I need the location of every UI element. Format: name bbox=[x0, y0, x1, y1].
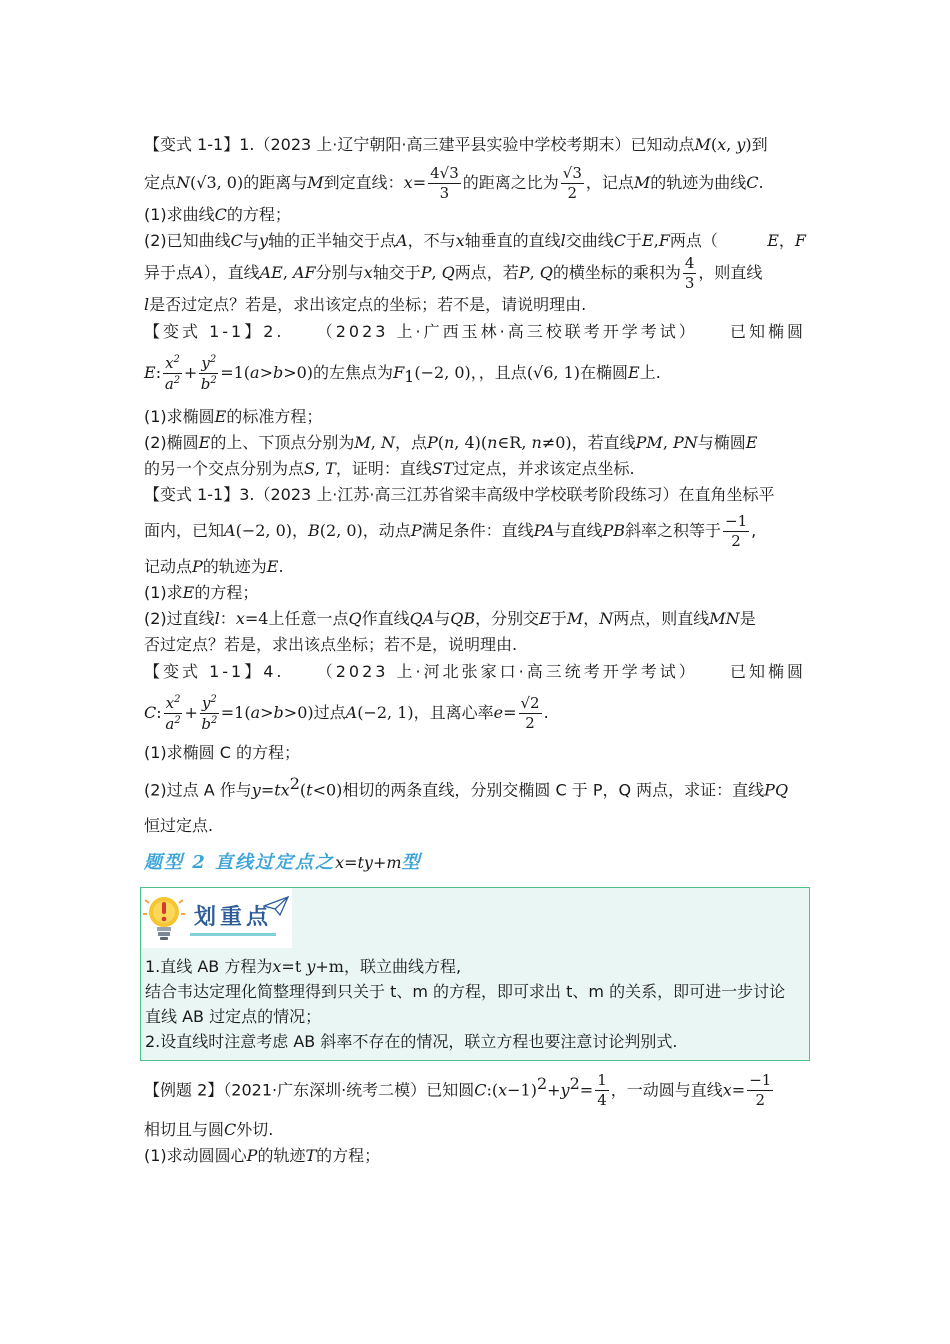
q3-line1: 【变式 1-1】3.（2023 上·江苏·高三江苏省梁丰高级中学校联考阶段练习）在直角坐标平 bbox=[144, 485, 775, 505]
keypoint-line4: 2.设直线时注意考虑 AB 斜率不存在的情况，联立方程也要注意讨论判别式. bbox=[145, 1031, 678, 1051]
q3-part2: (2)过直线l：x=4上任意一点Q作直线QA与QB，分别交E于M，N两点，则直线MN是 bbox=[144, 609, 756, 629]
q3-source: （2023 上·江苏·高三江苏省梁丰高级中学校联考阶段练习） bbox=[254, 485, 679, 505]
q2-source: （2023 上·广西玉林·高三校联考开学考试） bbox=[316, 322, 698, 341]
keypoint-line2: 结合韦达定理化简整理得到只关于 t、m 的方程，即可求出 t、m 的关系，即可进一步讨论 bbox=[145, 981, 786, 1001]
q2-line1: 【变式 1-1】2. （2023 上·广西玉林·高三校联考开学考试） 已知椭圆 bbox=[144, 318, 806, 346]
q1-source: （2023 上·辽宁朝阳·高三建平县实验中学校考期末） bbox=[254, 135, 631, 154]
q4-part2: (2)过点 A 作与$y=tx^2(t<0)$相切的两条直线，分别交椭圆 C 于 P，Q 两点，求证：直线PQ bbox=[144, 774, 789, 800]
q1-tag: 【变式 1-1】1. bbox=[144, 135, 255, 154]
q2-part2-cont: 的另一个交点分别为点S, T，证明：直线ST过定点，并求该定点坐标. bbox=[144, 459, 635, 479]
q4-source: （2023 上·河北张家口·高三统考开学考试） bbox=[316, 662, 698, 682]
q1-part2-cont: 异于点A），直线AE, AF分别与x轴交于P, Q两点，若P, Q的横坐标的乘积为 $\frac{4}{3}$ ，则直线 bbox=[144, 254, 763, 292]
ex2-source: （2021·广东深圳·统考二模） bbox=[223, 1079, 427, 1099]
ex2-line2: 相切且与圆C外切. bbox=[144, 1119, 274, 1139]
q3-tag: 【变式 1-1】3. bbox=[144, 485, 255, 505]
q2-part2: (2)椭圆E的上、下顶点分别为M, N，点P(n, 4)(n∈R, n≠0)，若直线PM, PN与椭圆E bbox=[144, 433, 758, 453]
q3-line2: 面内，已知A(−2, 0)，B(2, 0)，动点P满足条件：直线PA与直线PB斜率之积等于 $\frac{-1}{2}$ , bbox=[144, 512, 757, 551]
keypoint-line3: 直线 AB 过定点的情况； bbox=[145, 1006, 322, 1026]
paper-plane-icon bbox=[263, 896, 289, 920]
section-title: 题型 2 直线过定点之x=ty+m型 bbox=[144, 851, 422, 873]
q4-tag: 【变式 1-1】4. bbox=[144, 662, 285, 682]
lightbulb-icon bbox=[142, 892, 186, 944]
q1-part2-end: l是否过定点？若是，求出该定点的坐标；若不是，请说明理由. bbox=[144, 295, 587, 314]
content-column bbox=[144, 126, 806, 1169]
q2-line2: E: $\frac{x^2}{a^2}$ + $\frac{y^2}{b^2}$ =1(a>b>0)的左焦点为$F_1(-2$, 0)，，且点(√6, 1)在椭圆E上. bbox=[144, 354, 661, 393]
ex2-tag: 【例题 2】 bbox=[144, 1079, 224, 1099]
q2-part1: (1)求椭圆E的标准方程； bbox=[144, 407, 323, 427]
ex2-part1: (1)求动圆圆心P的轨迹T的方程； bbox=[144, 1145, 381, 1165]
q1-part2: (2)已知曲线C与y轴的正半轴交于点A，不与x轴垂直的直线l交曲线C于E,F两点（ E，F bbox=[144, 231, 806, 250]
q4-part2-cont: 恒过定点. bbox=[144, 815, 214, 835]
q1-line2: 定点N(√3, 0)的距离与M到定直线：x= $\frac{4√3}{3}$ 的距离之比为 $\frac{√3}{2}$ ，记点M的轨迹为曲线C. bbox=[144, 164, 764, 202]
keypoint-box bbox=[140, 887, 810, 1061]
q1-line1: 【变式 1-1】1.（2023 上·辽宁朝阳·高三建平县实验中学校考期末）已知动点M(x, y)到 bbox=[144, 135, 768, 154]
q2-tag: 【变式 1-1】2. bbox=[144, 322, 285, 341]
q3-part1: (1)求E的方程； bbox=[144, 583, 259, 603]
q4-part1: (1)求椭圆 C 的方程； bbox=[144, 743, 301, 763]
q3-line3: 记动点P的轨迹为E. bbox=[144, 557, 284, 577]
keypoint-badge-label: 划重点 bbox=[190, 900, 276, 936]
q4-line2: C: $\frac{x^2}{a^2}$ + $\frac{y^2}{b^2}$ =1(a>b>0)过点A(−2, 1)，且离心率e= $\frac{√2}{2}$ . bbox=[144, 694, 549, 734]
ex2-line1: 【例题 2】（2021·广东深圳·统考二模）已知圆$C:(x-1)^2+y^2=$ $\frac{1}{4}$ ，一动圆与直线x= $\frac{-1}{2}$ bbox=[144, 1070, 772, 1109]
keypoint-badge bbox=[142, 888, 292, 948]
q4-line1: 【变式 1-1】4. （2023 上·河北张家口·高三统考开学考试） 已知椭圆 bbox=[144, 658, 806, 686]
q1-part1: (1)求曲线C的方程； bbox=[144, 205, 291, 224]
keypoint-line1: 1.直线 AB 方程为x=t y+m，联立曲线方程, bbox=[145, 956, 462, 976]
q3-part2-cont: 否过定点？若是，求出该点坐标；若不是，说明理由. bbox=[144, 635, 518, 655]
